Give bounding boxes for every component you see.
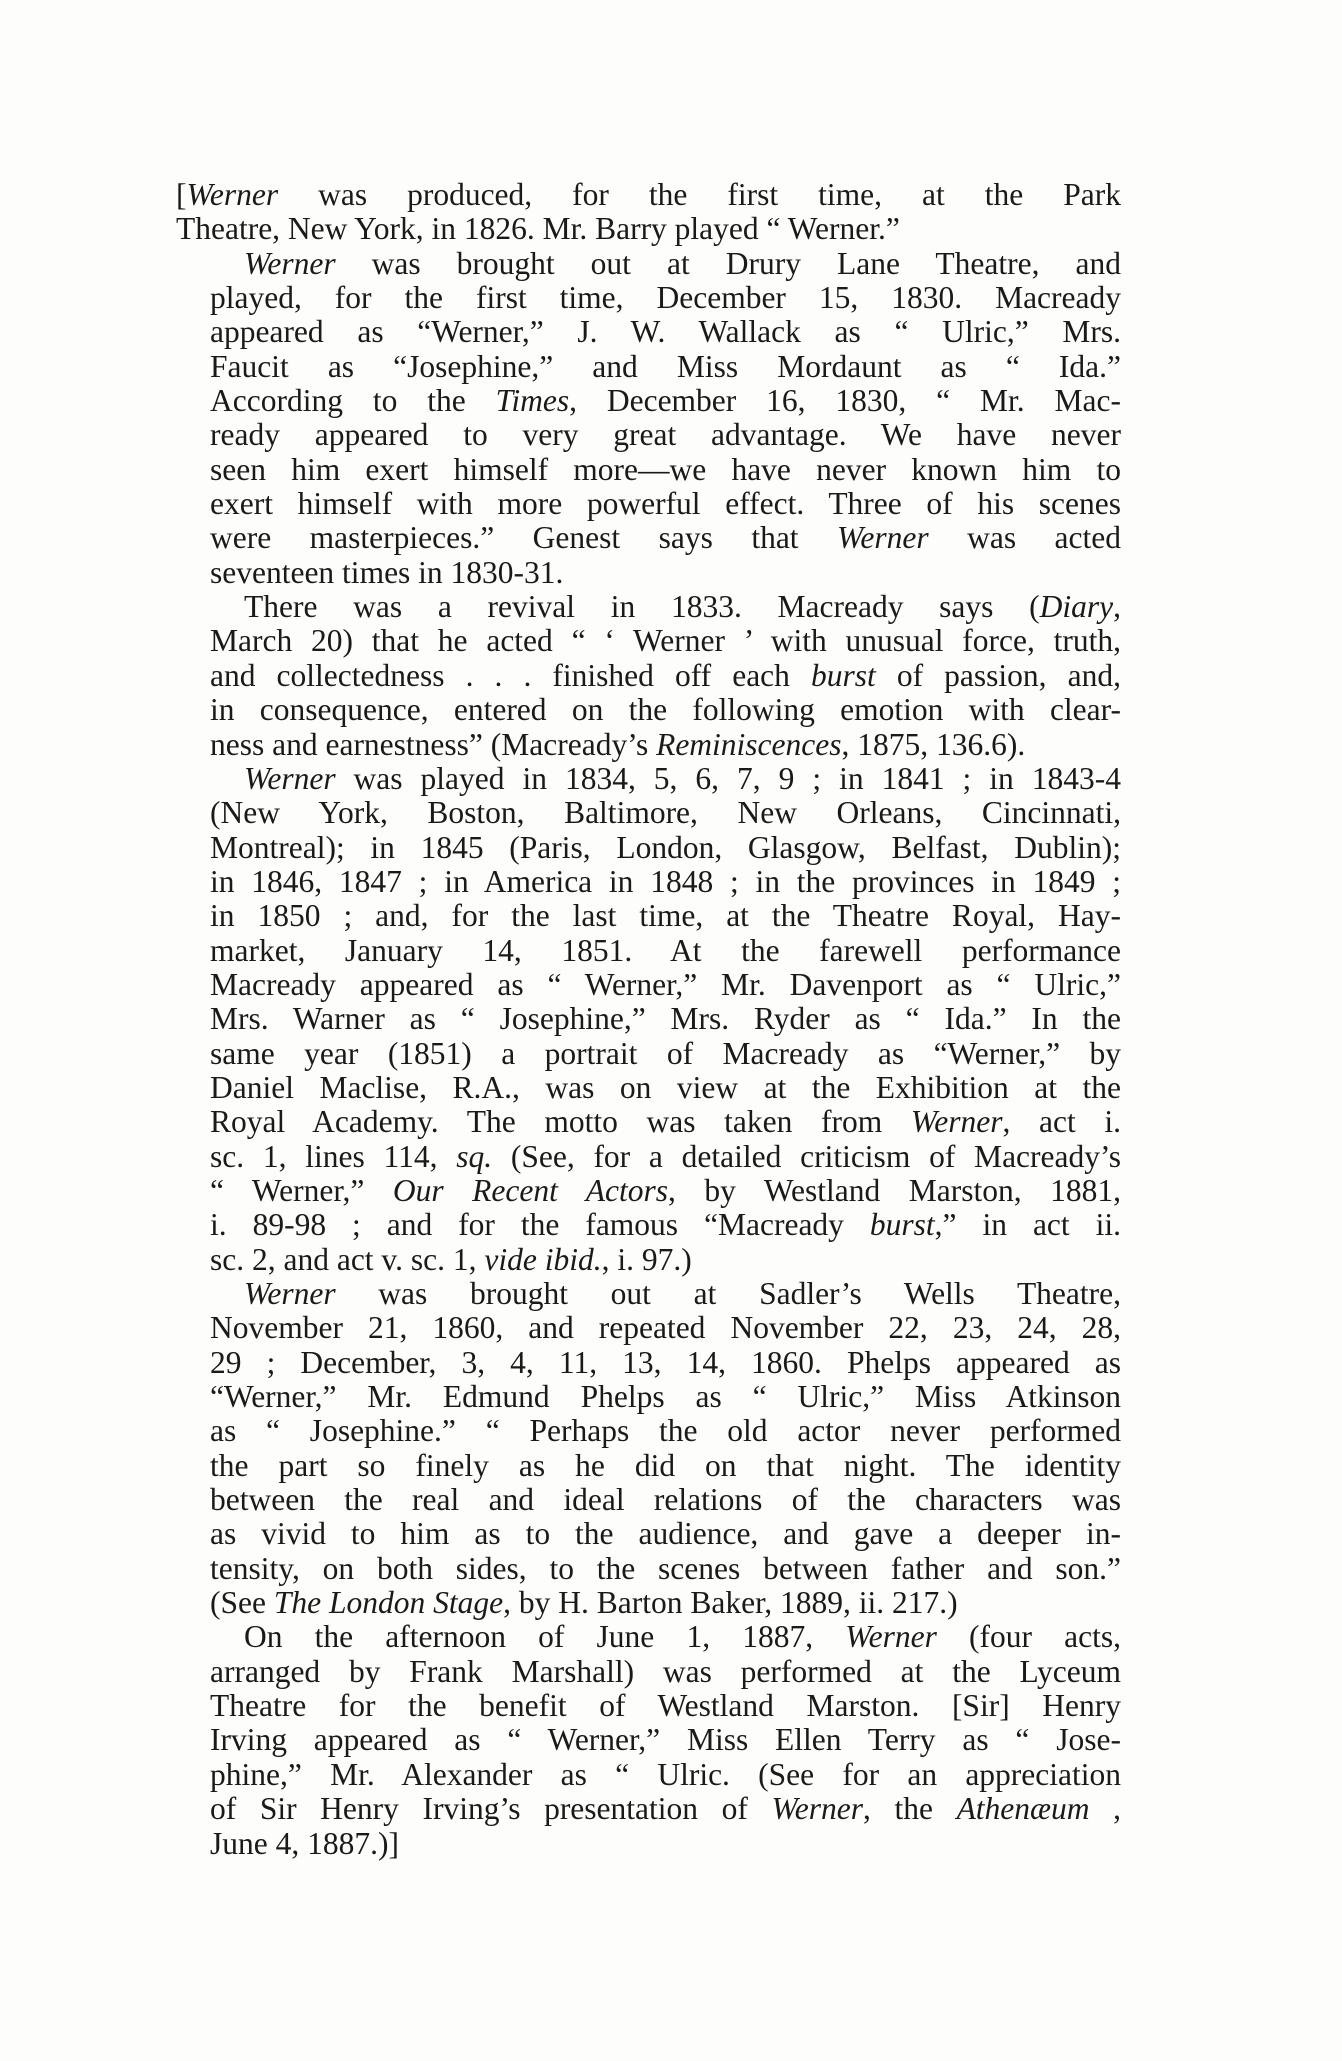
text-line: were masterpieces.” Genest says that Werner was acted (210, 520, 1122, 556)
text-line: Theatre, New York, in 1826. Mr. Barry played “ Werner.” (176, 211, 900, 247)
text-line: (New York, Boston, Baltimore, New Orleans, Cincinnati, (210, 795, 1121, 831)
text-line: November 21, 1860, and repeated November 22, 23, 24, 28, (210, 1310, 1121, 1346)
text-line: Royal Academy. The motto was taken from Werner, act i. (210, 1104, 1121, 1140)
text-line: [Werner was produced, for the first time, at the Park (176, 177, 1121, 212)
text-line: sc. 2, and act v. sc. 1, vide ibid., i. 97.) (210, 1241, 692, 1277)
text-line: same year (1851) a portrait of Macready as “Werner,” by (210, 1035, 1121, 1071)
text-line: tensity, on both sides, to the scenes between father and son.” (210, 1550, 1121, 1586)
text-line: and collectedness . . . finished off each burst of passion, and, (210, 657, 1121, 693)
text-line: in 1850 ; and, for the last time, at the Theatre Royal, Hay- (210, 898, 1121, 934)
text-line: ness and earnestness” (Macready’s Reminiscences, 1875, 136.6). (210, 726, 1026, 762)
text-line: March 20) that he acted “ ‘ Werner ’ with unusual force, truth, (210, 623, 1121, 659)
text-line: “ Werner,” Our Recent Actors, by Westland Marston, 1881, (210, 1172, 1121, 1208)
text-line: Mrs. Warner as “ Josephine,” Mrs. Ryder as “ Ida.” In the (210, 1001, 1121, 1037)
text-line: of Sir Henry Irving’s presentation of Werner, the Athenæum , (210, 1791, 1122, 1827)
editorial-note (176, 178, 1121, 1861)
text-line: (See The London Stage, by H. Barton Baker, 1889, ii. 217.) (210, 1585, 958, 1621)
text-line: ready appeared to very great advantage. We have never (210, 417, 1121, 453)
text-line: seen him exert himself more—we have never known him to (210, 451, 1121, 487)
text-line: the part so finely as he did on that night. The identity (210, 1447, 1121, 1483)
paragraph-3 (176, 590, 1121, 762)
text-line: phine,” Mr. Alexander as “ Ulric. (See for an appreciation (210, 1756, 1121, 1792)
text-line: There was a revival in 1833. Macready says (Diary, (244, 589, 1121, 625)
text-line: exert himself with more powerful effect. Three of his scenes (210, 486, 1121, 522)
text-line: i. 89-98 ; and for the famous “Macready burst,” in act ii. (210, 1207, 1122, 1243)
text-line: June 4, 1887.)] (210, 1825, 399, 1861)
text-line: sc. 1, lines 114, sq. (See, for a detailed criticism of Macready’s (210, 1138, 1121, 1174)
text-line: between the real and ideal relations of the characters was (210, 1482, 1121, 1518)
text-line: as “ Josephine.” “ Perhaps the old actor never performed (210, 1413, 1121, 1449)
text-line: Macready appeared as “ Werner,” Mr. Davenport as “ Ulric,” (210, 966, 1121, 1002)
text-line: market, January 14, 1851. At the farewell performance (210, 932, 1121, 968)
text-line: Irving appeared as “ Werner,” Miss Ellen Terry as “ Jose- (210, 1722, 1121, 1758)
paragraph-2 (176, 247, 1121, 590)
paragraph-6 (176, 1620, 1121, 1860)
text-line: Werner was brought out at Drury Lane Theatre, and (244, 245, 1121, 281)
text-line: in 1846, 1847 ; in America in 1848 ; in the provinces in 1849 ; (210, 863, 1121, 899)
text-line: seventeen times in 1830-31. (210, 554, 564, 590)
text-line: According to the Times, December 16, 1830, “ Mr. Mac- (210, 383, 1121, 419)
paragraph-1 (176, 178, 1121, 247)
text-line: Werner was played in 1834, 5, 6, 7, 9 ; in 1841 ; in 1843-4 (244, 760, 1121, 796)
paragraph-4 (176, 762, 1121, 1277)
text-line: Faucit as “Josephine,” and Miss Mordaunt as “ Ida.” (210, 348, 1121, 384)
text-line: arranged by Frank Marshall) was performed at the Lyceum (210, 1653, 1121, 1689)
text-line: Montreal); in 1845 (Paris, London, Glasgow, Belfast, Dublin); (210, 829, 1121, 865)
text-line: Theatre for the benefit of Westland Marston. [Sir] Henry (210, 1688, 1121, 1724)
text-line: Daniel Maclise, R.A., was on view at the Exhibition at the (210, 1069, 1121, 1105)
text-line: appeared as “Werner,” J. W. Wallack as “ Ulric,” Mrs. (210, 314, 1121, 350)
text-line: On the afternoon of June 1, 1887, Werner (four acts, (244, 1619, 1121, 1655)
text-line: Werner was brought out at Sadler’s Wells Theatre, (244, 1276, 1121, 1311)
paragraph-5 (176, 1277, 1121, 1620)
text-line: as vivid to him as to the audience, and gave a deeper in- (210, 1516, 1121, 1552)
text-line: “Werner,” Mr. Edmund Phelps as “ Ulric,” Miss Atkinson (210, 1379, 1121, 1415)
text-line: 29 ; December, 3, 4, 11, 13, 14, 1860. Phelps appeared as (210, 1344, 1121, 1380)
text-line: in consequence, entered on the following emotion with clear- (210, 692, 1121, 728)
text-line: played, for the first time, December 15, 1830. Macready (210, 280, 1121, 316)
